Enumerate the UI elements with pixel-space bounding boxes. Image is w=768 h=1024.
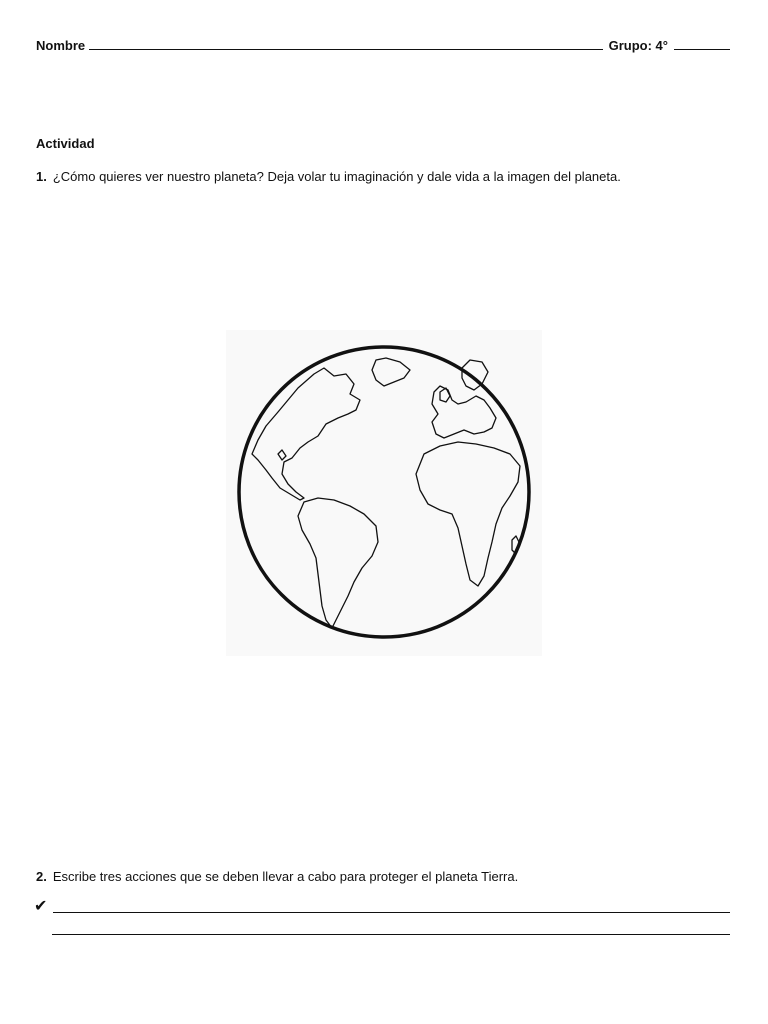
answer-line-1 [34,896,730,916]
question-2-number: 2. [36,869,47,884]
question-1 [36,169,621,184]
name-label: Nombre [36,38,86,53]
question-2 [36,869,518,884]
name-field-line[interactable] [89,49,603,50]
question-1-number: 1. [36,169,47,184]
answer-blank-2[interactable] [52,934,730,935]
question-1-text: ¿Cómo quieres ver nuestro planeta? Deja volar tu imaginación y dale vida a la imagen del planeta. [52,169,621,184]
answer-blank-1[interactable] [53,912,730,913]
earth-globe-image [226,330,542,656]
group-field-line[interactable] [674,49,730,50]
header-line [36,38,730,53]
earth-globe-icon [226,330,542,656]
activity-title: Actividad [36,136,95,151]
question-2-text: Escribe tres acciones que se deben llevar a cabo para proteger el planeta Tierra. [52,869,519,884]
checkmark-icon: ✔ [34,898,48,915]
group-label: Grupo: 4° [608,38,668,53]
